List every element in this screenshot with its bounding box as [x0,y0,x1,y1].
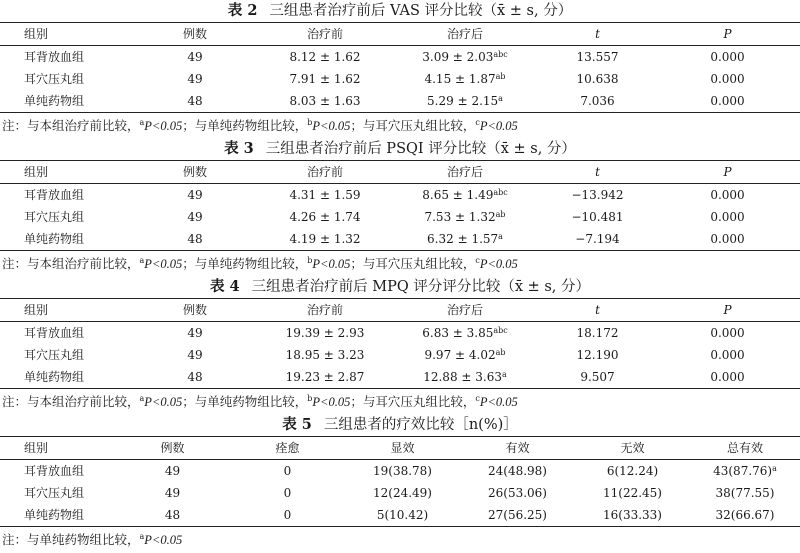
table-row [0,504,800,527]
after-value: 9.97 ± 4.02 [424,348,496,362]
table-row [0,228,800,251]
col-header-t: t [540,23,655,46]
col-header-after: 治疗后 [390,23,540,46]
cell-ineffective: 6(12.24) [606,464,659,478]
cell-before: 4.26 ± 1.74 [289,210,361,224]
cell-before: 4.31 ± 1.59 [289,188,361,202]
col-header-before: 治疗前 [260,23,390,46]
significance-mark: a [498,232,503,241]
cell-after [390,68,540,90]
cell-t: −13.942 [571,188,624,202]
cell-group: 耳背放血组 [24,464,85,478]
table3-section [0,138,800,274]
after-value: 6.83 ± 3.85 [422,326,494,340]
cell-group: 耳穴压丸组 [24,210,85,224]
col-header-before: 治疗前 [260,161,390,184]
table-row [0,206,800,228]
cell-n: 49 [187,210,203,224]
cell-group: 耳穴压丸组 [24,348,85,362]
significance-mark: a [498,94,503,103]
table5-title: 三组患者的疗效比较［n(%)］ [323,417,518,433]
col-header-before: 治疗前 [260,299,390,322]
col-header-t: t [540,299,655,322]
cell-after [390,206,540,228]
col-header-after: 治疗后 [390,161,540,184]
significance-mark: ab [495,72,506,81]
cell-before: 19.23 ± 2.87 [260,366,390,389]
table5-section [0,414,800,550]
cell-n: 49 [187,326,203,340]
table5-caption [0,414,800,436]
table-header-row [0,299,800,322]
cell-p: 0.000 [710,188,745,202]
table4-grid [0,298,800,389]
table-row [0,184,800,207]
table-row [0,322,800,345]
cell-after [390,228,540,251]
col-header-n: 例数 [130,299,260,322]
table-header-row [0,23,800,46]
cell-cured: 0 [283,464,292,478]
cell-marked: 12(24.49) [373,486,432,500]
cell-after [390,184,540,207]
cell-p: 0.000 [710,348,745,362]
after-value: 12.88 ± 3.63 [423,370,502,384]
cell-group: 耳穴压丸组 [24,72,85,86]
table3-grid [0,160,800,251]
after-value: 8.65 ± 1.49 [422,188,494,202]
cell-after [390,90,540,113]
table-row [0,460,800,483]
col-header-ineffective: 无效 [575,437,690,460]
col-header-n: 例数 [130,23,260,46]
cell-before: 18.95 ± 3.23 [285,348,365,362]
cell-t: 7.036 [540,90,655,113]
cell-t: 12.190 [576,348,619,362]
cell-before: 8.12 ± 1.62 [289,50,361,64]
cell-before: 8.03 ± 1.63 [260,90,390,113]
cell-ineffective: 11(22.45) [603,486,662,500]
cell-group: 单纯药物组 [0,504,115,527]
cell-n: 49 [164,464,181,478]
cell-group: 耳背放血组 [24,188,85,202]
cell-t: 9.507 [540,366,655,389]
col-header-p: P [655,23,800,46]
total-value: 32(66.67) [715,508,775,522]
cell-t: 18.172 [576,326,619,340]
table3-caption [0,138,800,160]
cell-p: 0.000 [655,90,800,113]
cell-p: 0.000 [710,326,745,340]
table3-title: 三组患者治疗前后 PSQI 评分比较（x̄ ± s, 分） [265,141,576,157]
after-value: 3.09 ± 2.03 [422,50,494,64]
cell-cured: 0 [230,504,345,527]
after-value: 4.15 ± 1.87 [424,72,496,86]
cell-p: 0.000 [710,210,745,224]
cell-ineffective: 16(33.33) [575,504,690,527]
col-header-group: 组别 [0,161,130,184]
table2-caption [0,0,800,22]
cell-t: 13.557 [576,50,619,64]
cell-n: 49 [187,348,203,362]
table2-grid [0,22,800,113]
significance-mark: ab [495,348,506,357]
table-header-row [0,161,800,184]
table2-footnote: 注：与本组治疗前比较，$^a$P<0.05；与单纯药物组比较，$^b$P<0.05；与耳穴压丸组比较，$^c$P<0.05 [2,118,518,134]
total-value: 43(87.76) [713,464,773,478]
col-header-effective: 有效 [460,437,575,460]
table-row [0,482,800,504]
table4-section [0,276,800,412]
cell-n: 49 [187,72,203,86]
table-header-row [0,437,800,460]
significance-mark: abc [493,326,508,335]
table-row [0,68,800,90]
cell-t: 10.638 [576,72,619,86]
cell-total [690,482,800,504]
significance-mark: abc [493,50,508,59]
cell-n: 48 [130,90,260,113]
table4-label: 表 4 [209,278,240,295]
cell-total [690,460,800,483]
after-value: 7.53 ± 1.32 [424,210,496,224]
cell-before: 19.39 ± 2.93 [285,326,365,340]
table5-footnote: 注：与单纯药物组比较，$^a$P<0.05 [2,532,183,548]
significance-mark: abc [493,188,508,197]
cell-n: 48 [115,504,230,527]
cell-effective: 27(56.25) [460,504,575,527]
after-value: 5.29 ± 2.15 [427,94,499,108]
cell-n: 49 [187,50,203,64]
table-row [0,90,800,113]
table4-footnote: 注：与本组治疗前比较，$^a$P<0.05；与单纯药物组比较，$^b$P<0.05；与耳穴压丸组比较，$^c$P<0.05 [2,394,518,410]
cell-group: 单纯药物组 [0,228,130,251]
col-header-group: 组别 [0,23,130,46]
col-header-t: t [540,161,655,184]
cell-effective: 26(53.06) [488,486,547,500]
col-header-p: P [655,299,800,322]
cell-group: 单纯药物组 [0,90,130,113]
col-header-n: 例数 [130,161,260,184]
cell-n: 49 [164,486,181,500]
cell-before: 4.19 ± 1.32 [260,228,390,251]
table5-label: 表 5 [282,416,312,433]
cell-after [390,322,540,345]
significance-mark: ab [495,210,506,219]
table3-label: 表 3 [224,140,254,157]
col-header-n: 例数 [115,437,230,460]
cell-effective: 24(48.98) [488,464,547,478]
cell-p: 0.000 [655,366,800,389]
col-header-cured: 痊愈 [230,437,345,460]
cell-n: 49 [187,188,203,202]
cell-n: 48 [130,366,260,389]
table2-label: 表 2 [227,2,258,19]
after-value: 6.32 ± 1.57 [427,232,499,246]
cell-total [690,504,800,527]
col-header-after: 治疗后 [390,299,540,322]
col-header-p: P [655,161,800,184]
cell-after [390,366,540,389]
cell-p: 0.000 [710,50,745,64]
cell-p: 0.000 [710,72,745,86]
table4-caption [0,276,800,298]
cell-marked: 5(10.42) [345,504,460,527]
col-header-group: 组别 [0,437,115,460]
significance-mark: a [772,464,777,473]
cell-n: 48 [130,228,260,251]
table-row [0,46,800,69]
cell-t: −7.194 [540,228,655,251]
table2-section [0,0,800,136]
table-row [0,366,800,389]
cell-p: 0.000 [655,228,800,251]
cell-group: 单纯药物组 [0,366,130,389]
cell-group: 耳背放血组 [24,50,85,64]
cell-t: −10.481 [571,210,624,224]
cell-group: 耳穴压丸组 [24,486,85,500]
col-header-total: 总有效 [690,437,800,460]
cell-after [390,344,540,366]
table2-title: 三组患者治疗前后 VAS 评分比较（x̄ ± s, 分） [269,3,573,19]
cell-after [390,46,540,69]
col-header-marked: 显效 [345,437,460,460]
col-header-group: 组别 [0,299,130,322]
cell-marked: 19(38.78) [373,464,432,478]
cell-before: 7.91 ± 1.62 [289,72,361,86]
significance-mark: a [501,370,507,379]
cell-group: 耳背放血组 [24,326,85,340]
table4-title: 三组患者治疗前后 MPQ 评分评分比较（x̄ ± s, 分） [251,279,591,295]
cell-cured: 0 [283,486,292,500]
table5-grid [0,436,800,527]
table3-footnote: 注：与本组治疗前比较，$^a$P<0.05；与单纯药物组比较，$^b$P<0.05；与耳穴压丸组比较，$^c$P<0.05 [2,256,518,272]
total-value: 38(77.55) [715,486,775,500]
table-row [0,344,800,366]
